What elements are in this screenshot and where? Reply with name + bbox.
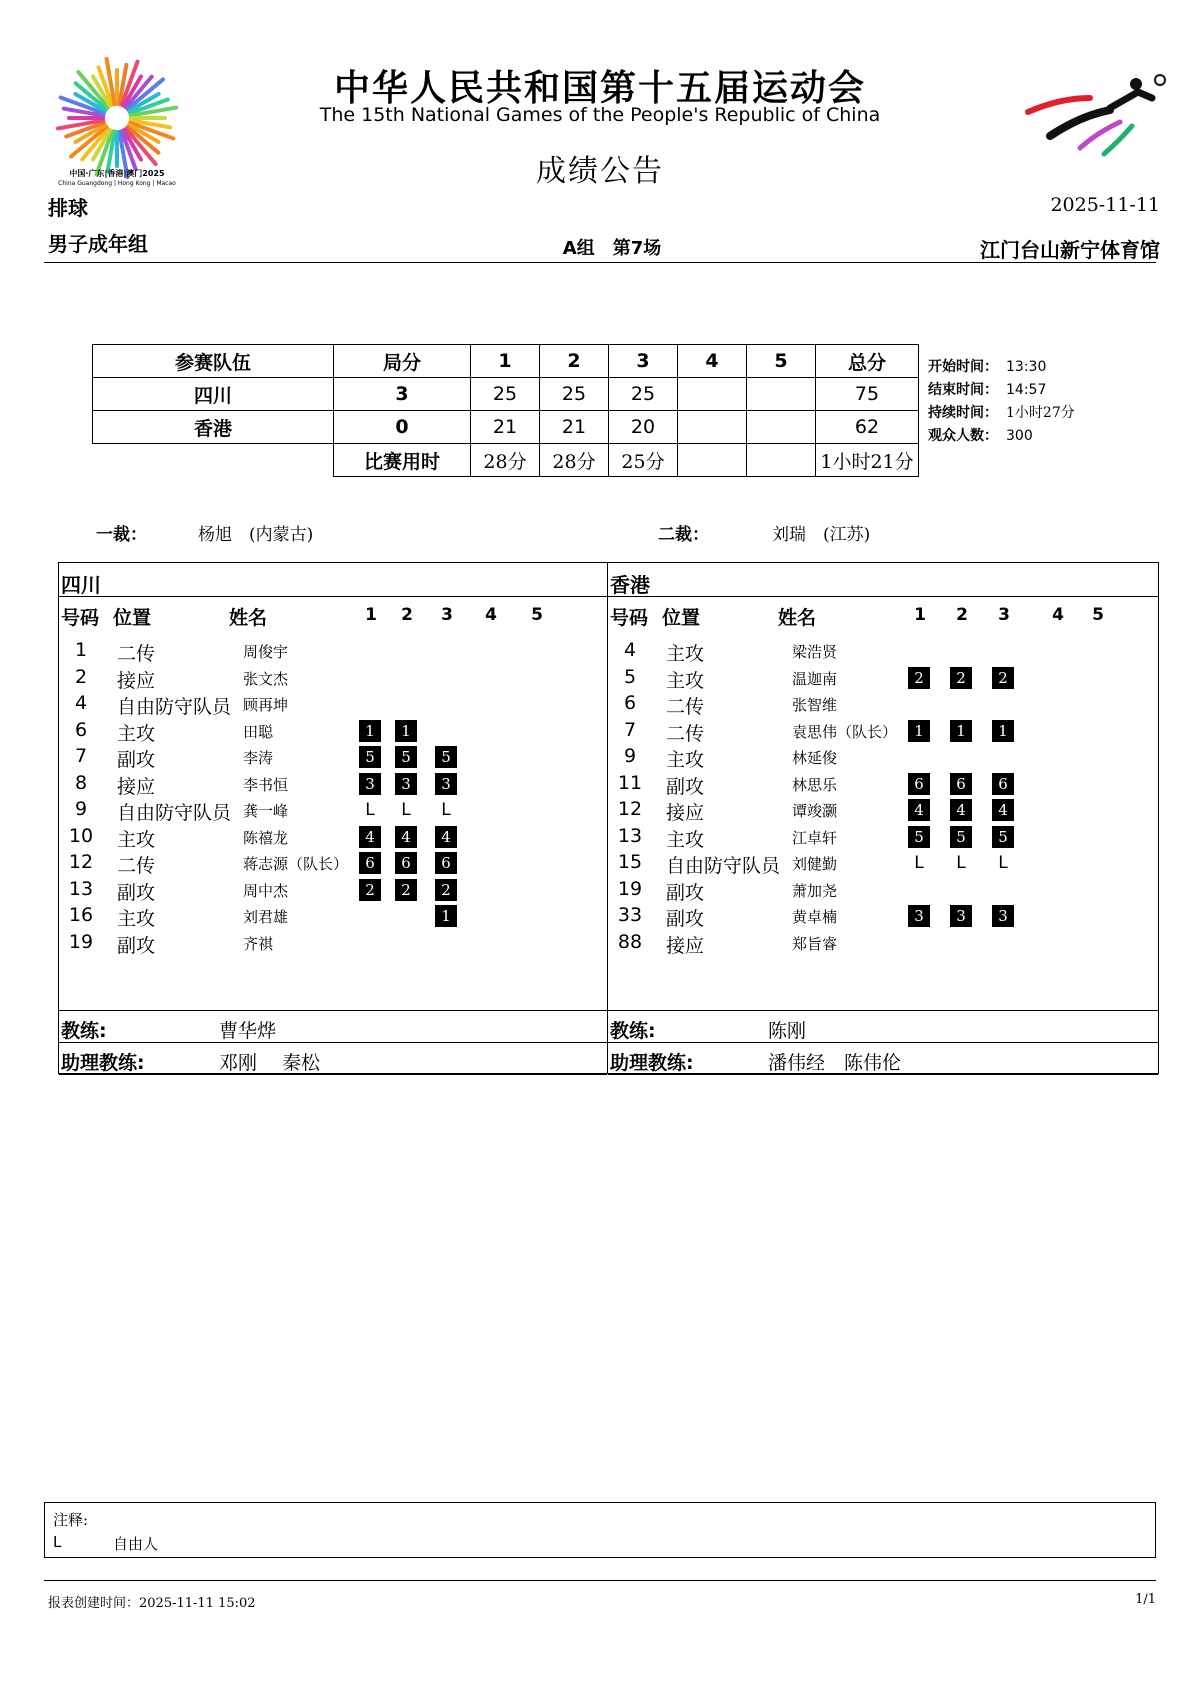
starting-position-mark: 3 bbox=[395, 773, 417, 795]
coach-name: 曹华烨 bbox=[219, 1020, 277, 1042]
player-name: 陈禧龙 bbox=[243, 828, 289, 847]
starting-position-mark: 3 bbox=[992, 905, 1014, 927]
player-row bbox=[59, 849, 607, 877]
column-header-position: 位置 bbox=[113, 607, 152, 629]
column-header-set: 2 bbox=[956, 605, 968, 625]
column-header-set: 3 bbox=[441, 605, 453, 625]
player-position: 主攻 bbox=[666, 749, 705, 771]
player-number: 11 bbox=[617, 771, 643, 794]
player-name: 林延俊 bbox=[792, 749, 838, 767]
player-row bbox=[59, 717, 607, 745]
player-name: 黄卓楠 bbox=[792, 908, 838, 926]
set-score-cell bbox=[678, 411, 747, 444]
score-header-cell: 局分 bbox=[334, 345, 471, 378]
match-label: A组 第7场 bbox=[562, 238, 662, 259]
starting-position-mark: L bbox=[441, 800, 451, 820]
starting-position-mark: 1 bbox=[435, 905, 457, 927]
player-row bbox=[608, 876, 1158, 904]
player-row bbox=[59, 664, 607, 692]
player-row bbox=[59, 796, 607, 824]
set-score-cell: 25 bbox=[471, 378, 540, 411]
coach-name: 陈刚 bbox=[768, 1020, 807, 1042]
header-divider bbox=[44, 262, 1156, 263]
score-header-cell: 1 bbox=[471, 345, 540, 378]
starting-position-mark: 2 bbox=[950, 667, 972, 689]
info-value: 1小时27分 bbox=[1006, 405, 1075, 421]
player-name: 顾再坤 bbox=[243, 696, 289, 714]
starting-position-mark: 5 bbox=[992, 826, 1014, 848]
player-name: 刘君雄 bbox=[243, 908, 289, 926]
player-row bbox=[608, 796, 1158, 824]
score-table bbox=[92, 344, 919, 477]
notes-description: 自由人 bbox=[113, 1535, 159, 1553]
duration-label: 比赛用时 bbox=[334, 444, 471, 477]
info-label: 观众人数： bbox=[928, 428, 998, 444]
duration-row bbox=[93, 444, 919, 477]
player-number: 8 bbox=[74, 771, 88, 794]
assistant-coach-names: 潘伟经 陈伟伦 bbox=[768, 1052, 902, 1074]
score-header-cell: 参赛队伍 bbox=[93, 345, 334, 378]
starting-position-mark: 3 bbox=[435, 773, 457, 795]
assistant-coach-label: 助理教练: bbox=[610, 1052, 694, 1074]
set-score-cell: 21 bbox=[471, 411, 540, 444]
player-row bbox=[608, 770, 1158, 798]
column-header-set: 4 bbox=[1052, 605, 1064, 625]
player-number: 13 bbox=[68, 877, 94, 900]
set-score-cell: 21 bbox=[540, 411, 609, 444]
team-name: 香港 bbox=[610, 573, 650, 597]
player-position: 二传 bbox=[666, 722, 705, 745]
player-name: 李涛 bbox=[243, 749, 274, 767]
player-number: 16 bbox=[68, 904, 94, 926]
page-number: 1/1 bbox=[1135, 1592, 1156, 1607]
player-name: 齐祺 bbox=[243, 934, 274, 953]
roster-header-divider bbox=[59, 596, 607, 597]
player-row bbox=[59, 690, 607, 718]
starting-position-mark: 1 bbox=[950, 720, 972, 742]
starting-position-mark: 6 bbox=[395, 852, 417, 874]
player-row bbox=[608, 690, 1158, 718]
player-number: 2 bbox=[74, 665, 88, 688]
roster-header-divider bbox=[608, 596, 1158, 597]
starting-position-mark: 4 bbox=[395, 826, 417, 848]
player-number: 9 bbox=[623, 745, 637, 767]
player-name: 田聪 bbox=[243, 722, 274, 741]
starting-position-mark: 5 bbox=[435, 746, 457, 768]
player-position: 主攻 bbox=[117, 828, 156, 851]
total-duration-cell: 1小时21分 bbox=[816, 444, 919, 477]
player-position: 二传 bbox=[117, 855, 156, 877]
category-name: 男子成年组 bbox=[48, 232, 148, 256]
column-header-set: 2 bbox=[401, 605, 413, 625]
starting-position-mark: L bbox=[998, 853, 1008, 873]
score-row bbox=[93, 411, 919, 444]
starting-position-mark: 2 bbox=[992, 667, 1014, 689]
player-number: 5 bbox=[623, 665, 637, 688]
player-position: 二传 bbox=[117, 643, 156, 665]
starting-position-mark: 6 bbox=[992, 773, 1014, 795]
starting-position-mark: 6 bbox=[908, 773, 930, 795]
column-header-number: 号码 bbox=[610, 607, 649, 629]
player-number: 1 bbox=[74, 639, 88, 661]
match-info-row bbox=[928, 425, 1075, 448]
bulletin-title: 成绩公告 bbox=[536, 154, 664, 189]
player-number: 6 bbox=[74, 718, 88, 741]
team-cell: 香港 bbox=[93, 411, 334, 444]
set-duration-cell: 28分 bbox=[471, 444, 540, 477]
score-row bbox=[93, 378, 919, 411]
set-score-cell bbox=[747, 411, 816, 444]
starting-position-mark: 4 bbox=[950, 799, 972, 821]
player-number: 9 bbox=[74, 798, 88, 820]
second-referee-name: 刘瑞 (江苏) bbox=[772, 525, 871, 545]
player-row bbox=[608, 637, 1158, 665]
first-referee-name: 杨旭 (内蒙古) bbox=[198, 525, 314, 545]
starting-position-mark: 5 bbox=[359, 746, 381, 768]
player-position: 副攻 bbox=[666, 908, 705, 930]
first-referee-label: 一裁： bbox=[96, 525, 147, 545]
info-label: 开始时间： bbox=[928, 359, 998, 375]
column-header-set: 4 bbox=[485, 605, 497, 625]
player-number: 4 bbox=[74, 692, 88, 714]
player-position: 接应 bbox=[666, 802, 705, 824]
sets-won-cell: 3 bbox=[334, 378, 471, 411]
player-row bbox=[608, 664, 1158, 692]
player-position: 二传 bbox=[666, 696, 705, 718]
player-row bbox=[608, 929, 1158, 957]
player-number: 7 bbox=[74, 745, 88, 767]
player-number: 33 bbox=[617, 904, 643, 926]
starting-position-mark: 5 bbox=[395, 746, 417, 768]
second-referee-label: 二裁： bbox=[658, 525, 709, 545]
starting-position-mark: 1 bbox=[992, 720, 1014, 742]
score-header-cell: 总分 bbox=[816, 345, 919, 378]
player-row bbox=[59, 637, 607, 665]
logo-caption-en: China Guangdong | Hong Kong | Macao bbox=[58, 180, 176, 187]
info-value: 14:57 bbox=[1006, 382, 1047, 398]
column-header-set: 5 bbox=[531, 605, 543, 625]
player-position: 副攻 bbox=[666, 881, 705, 904]
notes-box bbox=[44, 1502, 1156, 1558]
player-position: 自由防守队员 bbox=[117, 802, 232, 824]
report-created-time: 报表创建时间：2025-11-11 15:02 bbox=[48, 1596, 256, 1611]
score-header-row bbox=[93, 345, 919, 378]
assistant-coach-names: 邓刚 秦松 bbox=[219, 1052, 321, 1074]
player-number: 12 bbox=[68, 851, 94, 873]
player-number: 13 bbox=[617, 824, 643, 847]
starting-position-mark: 4 bbox=[908, 799, 930, 821]
set-score-cell: 25 bbox=[609, 378, 678, 411]
player-position: 主攻 bbox=[666, 828, 705, 851]
match-date: 2025-11-11 bbox=[1050, 194, 1160, 216]
roster-bottom-divider bbox=[608, 1074, 1158, 1075]
total-cell: 62 bbox=[816, 411, 919, 444]
column-header-name: 姓名 bbox=[778, 607, 817, 629]
column-header-set: 3 bbox=[998, 605, 1010, 625]
player-name: 林思乐 bbox=[792, 775, 838, 794]
score-header-cell: 2 bbox=[540, 345, 609, 378]
set-duration-cell bbox=[747, 444, 816, 477]
player-row bbox=[608, 717, 1158, 745]
player-name: 梁浩贤 bbox=[792, 643, 838, 661]
player-name: 谭竣灏 bbox=[792, 802, 838, 820]
volleyball-pictogram-icon bbox=[1020, 70, 1170, 160]
player-row bbox=[59, 902, 607, 930]
set-score-cell: 20 bbox=[609, 411, 678, 444]
starting-position-mark: L bbox=[956, 853, 966, 873]
player-position: 接应 bbox=[117, 669, 156, 692]
player-position: 主攻 bbox=[117, 908, 156, 930]
page-title-cn: 中华人民共和国第十五届运动会 bbox=[333, 68, 866, 109]
player-row bbox=[608, 902, 1158, 930]
venue-name: 江门台山新宁体育馆 bbox=[980, 238, 1160, 262]
column-header-set: 1 bbox=[365, 605, 377, 625]
coach-label: 教练: bbox=[61, 1020, 107, 1042]
empty-cell bbox=[93, 444, 334, 477]
starting-position-mark: L bbox=[401, 800, 411, 820]
column-header-number: 号码 bbox=[61, 607, 100, 629]
total-cell: 75 bbox=[816, 378, 919, 411]
notes-key: L bbox=[53, 1533, 62, 1551]
starting-position-mark: 1 bbox=[359, 720, 381, 742]
info-value: 300 bbox=[1006, 428, 1033, 444]
player-position: 接应 bbox=[117, 775, 156, 798]
player-row bbox=[59, 823, 607, 851]
player-number: 19 bbox=[617, 877, 643, 900]
starting-position-mark: 5 bbox=[908, 826, 930, 848]
starting-position-mark: 5 bbox=[950, 826, 972, 848]
player-number: 88 bbox=[617, 930, 643, 953]
starting-position-mark: 4 bbox=[435, 826, 457, 848]
starting-position-mark: 4 bbox=[992, 799, 1014, 821]
player-row bbox=[608, 743, 1158, 771]
starting-position-mark: L bbox=[914, 853, 924, 873]
player-position: 副攻 bbox=[117, 881, 156, 904]
starting-position-mark: 2 bbox=[908, 667, 930, 689]
sport-name: 排球 bbox=[48, 196, 88, 220]
starting-position-mark: 3 bbox=[908, 905, 930, 927]
team-roster-left bbox=[58, 562, 608, 1074]
starting-position-mark: 2 bbox=[435, 879, 457, 901]
player-name: 周俊宇 bbox=[243, 643, 289, 661]
player-position: 主攻 bbox=[666, 643, 705, 665]
player-number: 6 bbox=[623, 692, 637, 714]
player-number: 19 bbox=[68, 930, 94, 953]
starting-position-mark: 2 bbox=[395, 879, 417, 901]
starting-position-mark: 4 bbox=[359, 826, 381, 848]
coach-divider bbox=[608, 1010, 1158, 1011]
starting-position-mark: 1 bbox=[395, 720, 417, 742]
player-row bbox=[608, 823, 1158, 851]
player-position: 接应 bbox=[666, 934, 705, 957]
player-row bbox=[59, 743, 607, 771]
info-label: 结束时间： bbox=[928, 382, 998, 398]
starting-position-mark: 2 bbox=[359, 879, 381, 901]
player-name: 张智维 bbox=[792, 696, 838, 714]
team-cell: 四川 bbox=[93, 378, 334, 411]
match-info-row bbox=[928, 402, 1075, 425]
notes-title: 注释: bbox=[53, 1511, 89, 1529]
info-label: 持续时间： bbox=[928, 405, 998, 421]
starting-position-mark: 6 bbox=[950, 773, 972, 795]
player-name: 龚一峰 bbox=[243, 802, 289, 820]
assistant-coach-label: 助理教练: bbox=[61, 1052, 145, 1074]
starting-position-mark: 6 bbox=[359, 852, 381, 874]
column-header-set: 1 bbox=[914, 605, 926, 625]
page-title-en: The 15th National Games of the People's Republic of China bbox=[319, 104, 881, 126]
player-position: 自由防守队员 bbox=[117, 696, 232, 718]
coach-divider bbox=[59, 1010, 607, 1011]
player-name: 袁思伟（队长） bbox=[792, 722, 898, 741]
player-row bbox=[59, 770, 607, 798]
starting-position-mark: 3 bbox=[950, 905, 972, 927]
column-header-name: 姓名 bbox=[229, 607, 268, 629]
score-header-cell: 4 bbox=[678, 345, 747, 378]
player-name: 李书恒 bbox=[243, 775, 289, 794]
starting-position-mark: L bbox=[365, 800, 375, 820]
team-roster-right bbox=[608, 562, 1159, 1074]
player-name: 江卓轩 bbox=[792, 828, 838, 847]
player-name: 周中杰 bbox=[243, 881, 289, 900]
match-info bbox=[928, 356, 1075, 448]
set-duration-cell: 28分 bbox=[540, 444, 609, 477]
player-number: 7 bbox=[623, 718, 637, 741]
team-name: 四川 bbox=[61, 573, 101, 597]
player-row bbox=[59, 876, 607, 904]
match-info-row bbox=[928, 356, 1075, 379]
starting-position-mark: 6 bbox=[435, 852, 457, 874]
coach-label: 教练: bbox=[610, 1020, 656, 1042]
set-score-cell bbox=[747, 378, 816, 411]
starting-position-mark: 1 bbox=[908, 720, 930, 742]
column-header-position: 位置 bbox=[662, 607, 701, 629]
assistant-divider bbox=[59, 1042, 607, 1043]
player-position: 副攻 bbox=[117, 749, 156, 771]
player-position: 主攻 bbox=[117, 722, 156, 745]
player-number: 4 bbox=[623, 639, 637, 661]
player-position: 自由防守队员 bbox=[666, 855, 781, 877]
player-number: 15 bbox=[617, 851, 643, 873]
match-info-row bbox=[928, 379, 1075, 402]
info-value: 13:30 bbox=[1006, 359, 1047, 375]
footer-divider bbox=[44, 1580, 1156, 1581]
player-name: 张文杰 bbox=[243, 669, 289, 688]
player-number: 12 bbox=[617, 798, 643, 820]
set-score-cell: 25 bbox=[540, 378, 609, 411]
player-position: 主攻 bbox=[666, 669, 705, 692]
player-name: 温迦南 bbox=[792, 669, 838, 688]
set-score-cell bbox=[678, 378, 747, 411]
column-header-set: 5 bbox=[1092, 605, 1104, 625]
assistant-divider bbox=[608, 1042, 1158, 1043]
sets-won-cell: 0 bbox=[334, 411, 471, 444]
roster-bottom-divider bbox=[59, 1074, 607, 1075]
starting-position-mark: 3 bbox=[359, 773, 381, 795]
player-name: 郑旨睿 bbox=[792, 934, 838, 953]
score-header-cell: 3 bbox=[609, 345, 678, 378]
player-row bbox=[608, 849, 1158, 877]
player-name: 蒋志源（队长） bbox=[243, 855, 349, 873]
set-duration-cell: 25分 bbox=[609, 444, 678, 477]
player-row bbox=[59, 929, 607, 957]
player-position: 副攻 bbox=[117, 934, 156, 957]
score-header-cell: 5 bbox=[747, 345, 816, 378]
player-position: 副攻 bbox=[666, 775, 705, 798]
logo-caption-cn: 中国·广东|香港|澳门2025 bbox=[69, 169, 165, 178]
player-name: 萧加尧 bbox=[792, 881, 838, 900]
player-name: 刘健勤 bbox=[792, 855, 838, 873]
set-duration-cell bbox=[678, 444, 747, 477]
player-number: 10 bbox=[68, 824, 94, 847]
